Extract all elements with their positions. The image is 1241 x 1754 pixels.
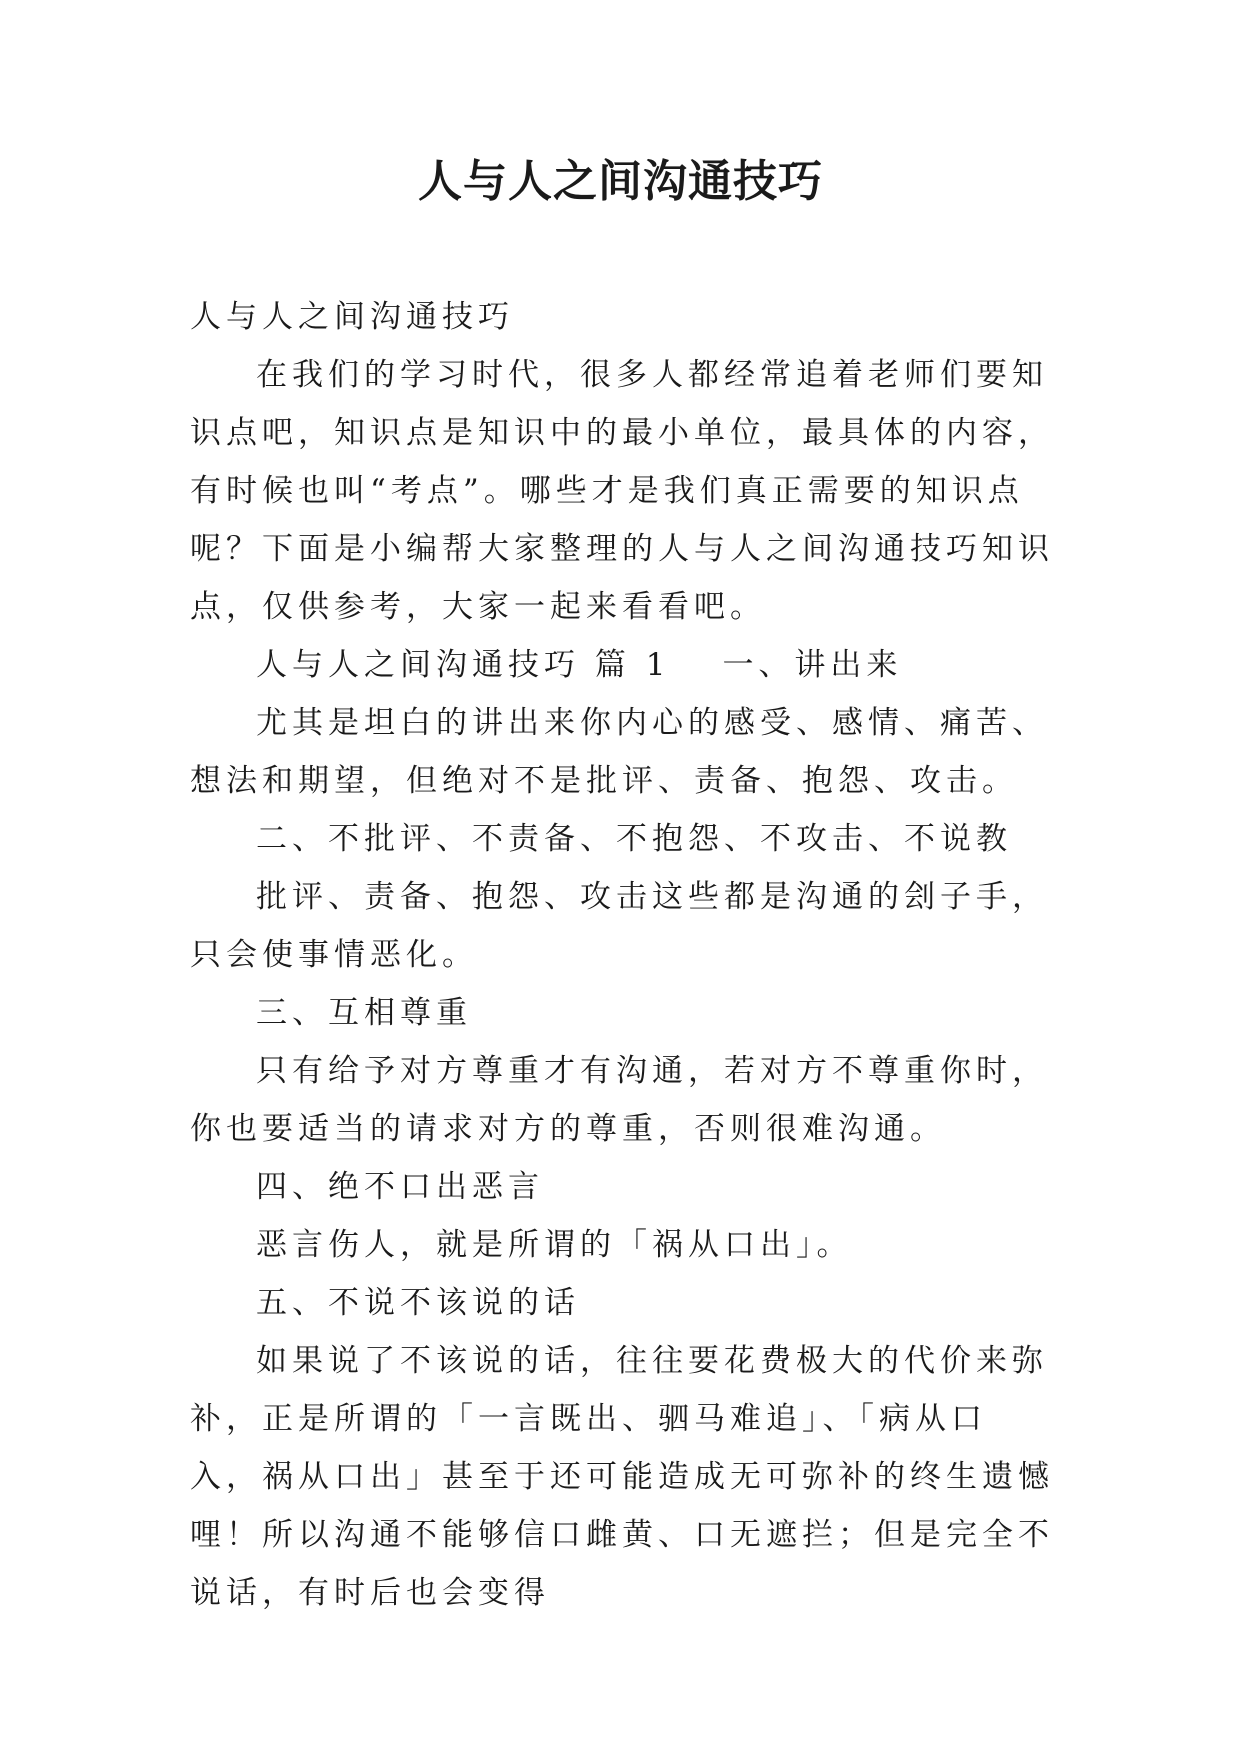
point-heading-1: 一、讲出来 <box>722 647 903 683</box>
section-heading-line <box>190 636 1058 694</box>
point-heading-3: 三、互相尊重 <box>256 995 472 1031</box>
point-text-4: 恶言伤人，就是所谓的「祸从口出」。 <box>256 1227 853 1263</box>
point-text-5: 如果说了不该说的话，往往要花费极大的代价来弥补，正是所谓的「一言既出、驷马难追」、「病从口入，祸从口出」甚至于还可能造成无可弥补的终生遗憾哩！所以沟通不能够信口雌黄、口无遮拦；但是完全不说话，有时后也会变得 <box>190 1343 1054 1611</box>
point-heading-2: 二、不批评、不责备、不抱怨、不攻击、不说教 <box>256 821 1012 857</box>
point-text-2: 批评、责备、抱怨、攻击这些都是沟通的刽子手，只会使事情恶化。 <box>190 879 1048 973</box>
point-heading-5: 五、不说不该说的话 <box>256 1285 580 1321</box>
section-heading: 人与人之间沟通技巧 篇 1 <box>256 647 671 683</box>
point-heading-4: 四、绝不口出恶言 <box>256 1169 544 1205</box>
document-title: 人与人之间沟通技巧 <box>418 156 823 207</box>
intro-paragraph: 在我们的学习时代，很多人都经常追着老师们要知识点吧，知识点是知识中的最小单位，最具体的内容，有时候也叫“考点”。哪些才是我们真正需要的知识点呢？下面是小编帮大家整理的人与人之间沟通技巧知识点，仅供参考，大家一起来看看吧。 <box>190 357 1054 625</box>
subtitle-paragraph: 人与人之间沟通技巧 <box>190 299 514 335</box>
point-text-1: 尤其是坦白的讲出来你内心的感受、感情、痛苦、想法和期望，但绝对不是批评、责备、抱怨、攻击。 <box>190 705 1048 799</box>
point-text-3: 只有给予对方尊重才有沟通，若对方不尊重你时， 你也要适当的请求对方的尊重，否则很难沟通。 <box>190 1053 1048 1147</box>
document-body <box>190 288 1058 1622</box>
